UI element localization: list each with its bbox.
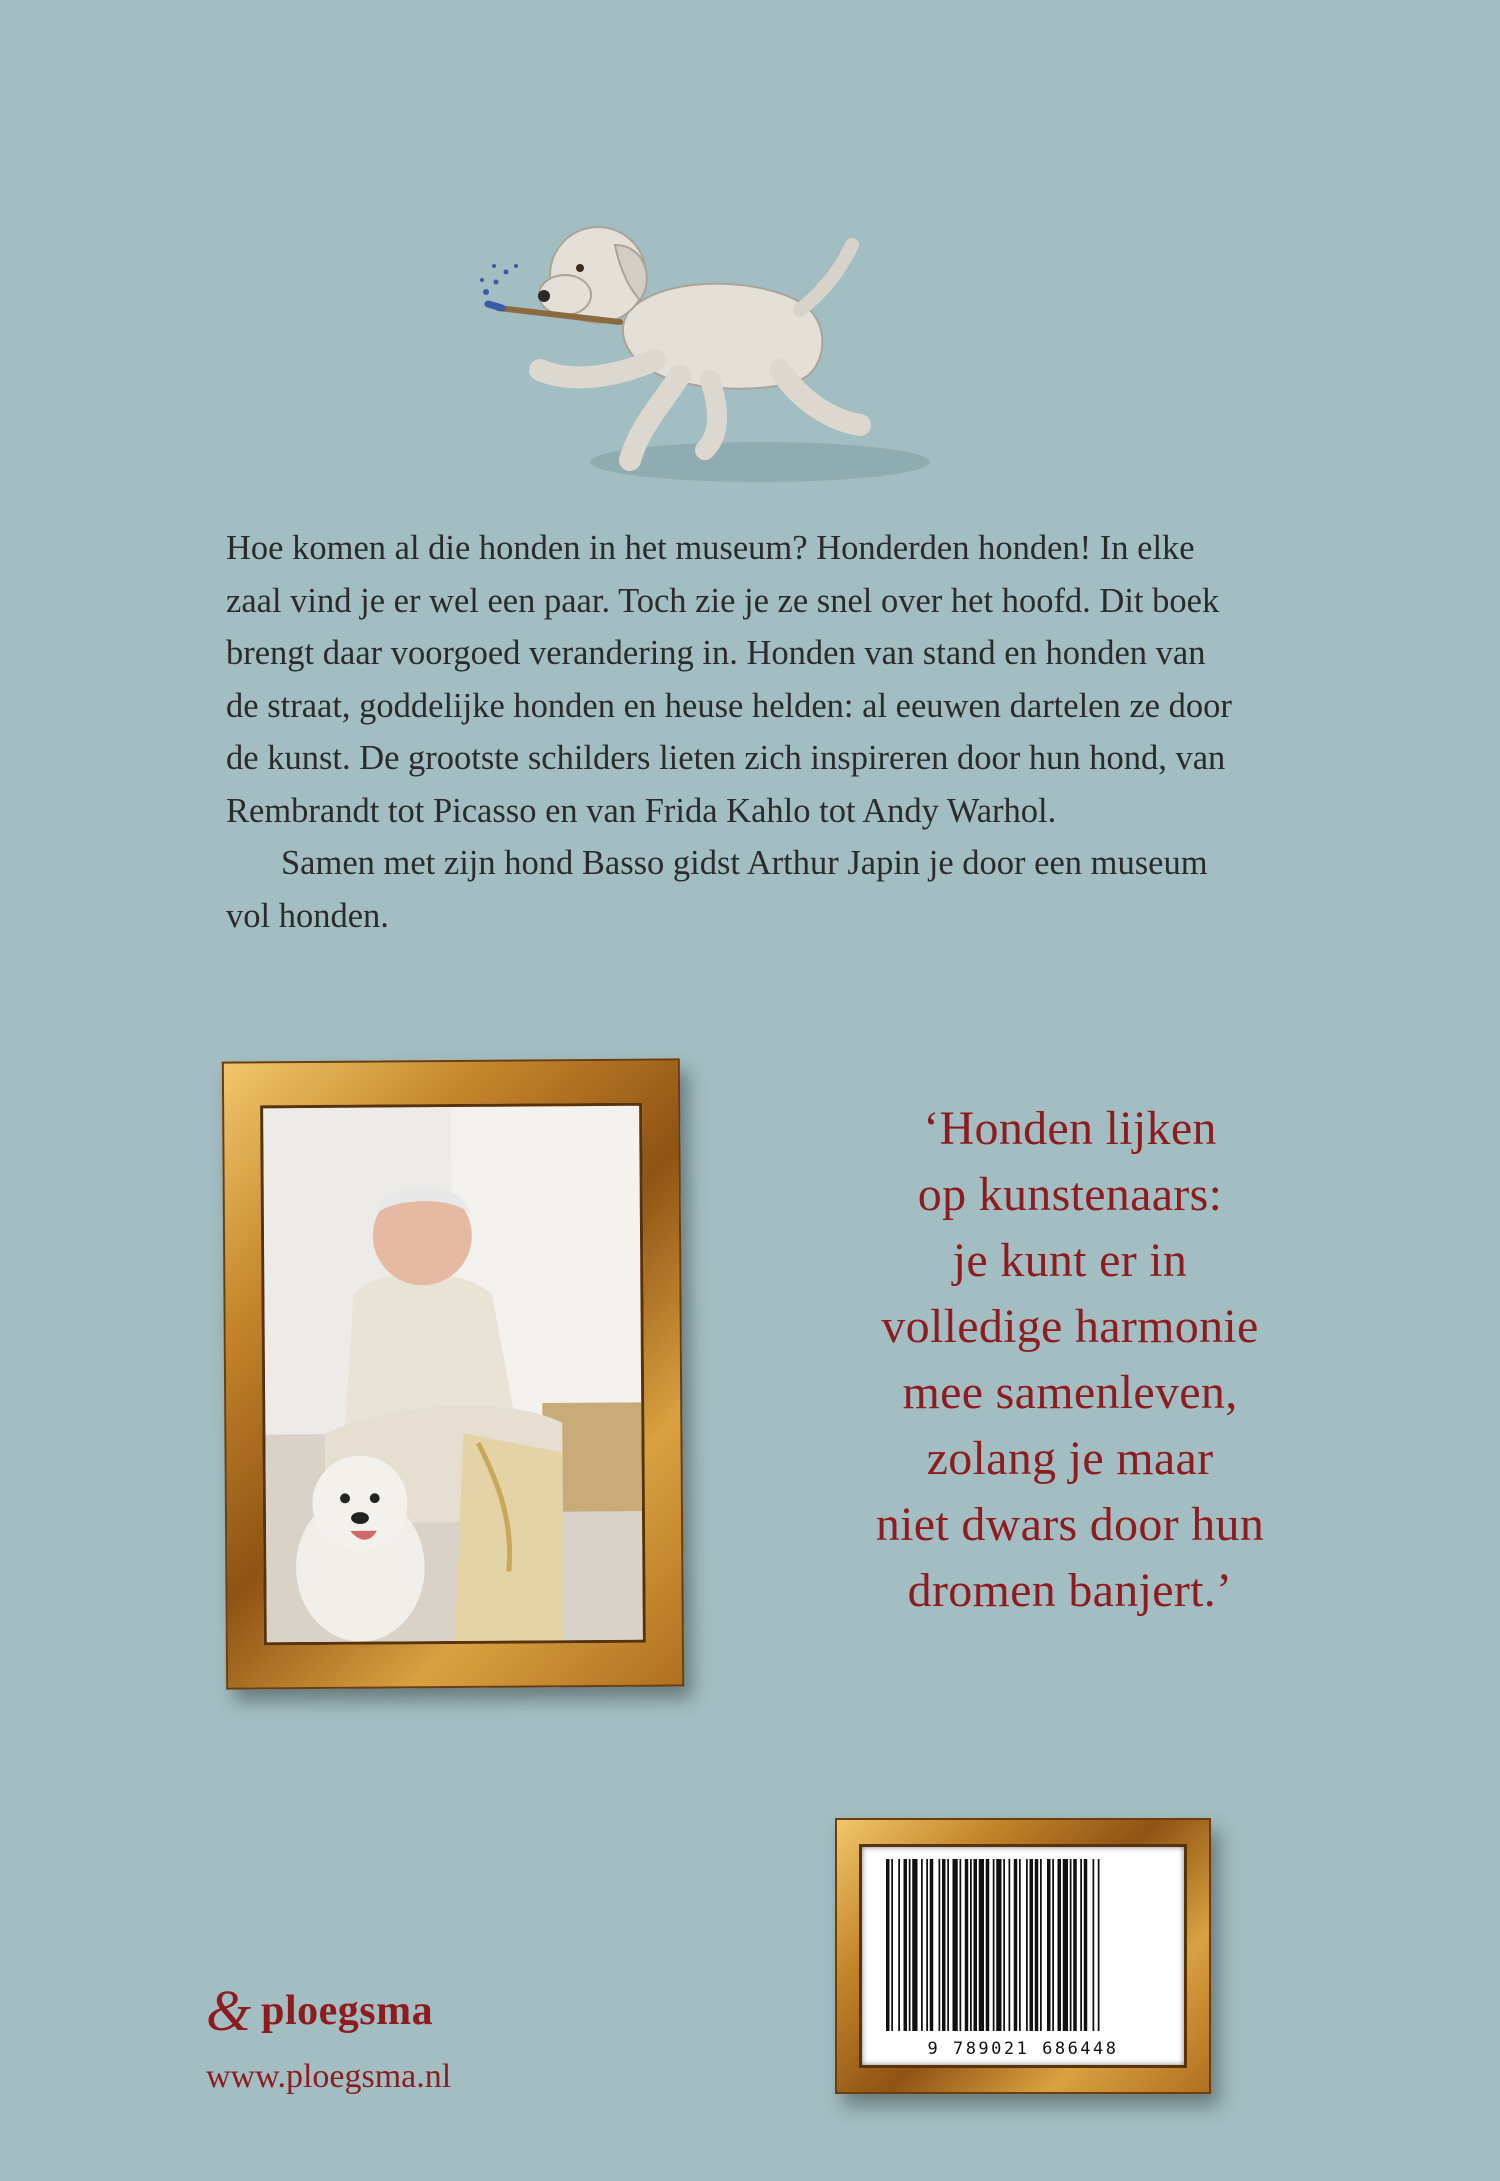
ampersand-logo-icon: & bbox=[206, 1978, 252, 2043]
barcode-bar bbox=[1035, 1859, 1039, 2031]
barcode-bar bbox=[986, 1859, 990, 2031]
barcode-bar bbox=[974, 1859, 978, 2031]
barcode-bar bbox=[947, 1859, 949, 2031]
barcode-bars bbox=[880, 1859, 1166, 2031]
barcode-bar bbox=[886, 1859, 890, 2031]
barcode-bar bbox=[1052, 1859, 1054, 2031]
barcode-bar bbox=[898, 1859, 900, 2031]
quote-line: je kunt er in bbox=[952, 1234, 1188, 1287]
barcode-bar bbox=[909, 1859, 911, 2031]
barcode-bar bbox=[979, 1859, 984, 2031]
publisher-logo bbox=[206, 1978, 451, 2043]
quote-line: mee samenleven, bbox=[902, 1366, 1238, 1419]
barcode-bar bbox=[1009, 1859, 1011, 2031]
barcode-bar bbox=[970, 1859, 972, 2031]
barcode-bar bbox=[904, 1859, 908, 2031]
barcode-bar bbox=[1047, 1859, 1051, 2031]
barcode-bar bbox=[1093, 1859, 1095, 2031]
publisher-url[interactable]: www.ploegsma.nl bbox=[206, 2058, 452, 2095]
publisher-name: ploegsma bbox=[261, 1988, 434, 2034]
barcode-bar bbox=[912, 1859, 917, 2031]
barcode-bar bbox=[953, 1859, 958, 2031]
barcode-bar bbox=[1030, 1859, 1034, 2031]
barcode-bar bbox=[1040, 1859, 1042, 2031]
barcode bbox=[859, 1844, 1187, 2068]
barcode-bar bbox=[1003, 1859, 1005, 2031]
blurb-paragraph-1: Hoe komen al die honden in het museum? Honderden honden! In elke zaal vind je er wel een paar. Toch zie je ze snel over het hoofd. Dit boek brengt daar voorgoed verandering in. Honden van stand en honden van de straat, goddelijke honden en heuse helden: al eeuwen dartelen ze door de kunst. De grootste schilders lieten zich inspireren door hun hond, van Rembrandt tot Picasso en van Frida Kahlo tot Andy Warhol. bbox=[226, 529, 1232, 830]
barcode-frame bbox=[835, 1818, 1211, 2094]
barcode-bar bbox=[960, 1859, 962, 2031]
barcode-bar bbox=[1058, 1859, 1062, 2031]
barcode-bar bbox=[1084, 1859, 1088, 2031]
barcode-bar bbox=[1098, 1859, 1100, 2031]
barcode-bar bbox=[996, 1859, 1001, 2031]
blurb-paragraph-2: Samen met zijn hond Basso gidst Arthur Japin je door een museum vol honden. bbox=[226, 844, 1208, 935]
barcode-bar bbox=[921, 1859, 923, 2031]
barcode-bar bbox=[1073, 1859, 1077, 2031]
barcode-bar bbox=[891, 1859, 893, 2031]
barcode-bar bbox=[1080, 1859, 1082, 2031]
barcode-bar bbox=[993, 1859, 995, 2031]
barcode-bar bbox=[965, 1859, 969, 2031]
barcode-bar bbox=[1014, 1859, 1018, 2031]
barcode-bar bbox=[1063, 1859, 1068, 2031]
isbn-number: 9 789021 686448 bbox=[927, 2039, 1119, 2059]
running-dog-illustration bbox=[480, 200, 950, 500]
quote-line: dromen banjert.’ bbox=[907, 1564, 1233, 1617]
quote-line: op kunstenaars: bbox=[917, 1168, 1223, 1221]
barcode-bar bbox=[942, 1859, 946, 2031]
barcode-bar bbox=[1070, 1859, 1072, 2031]
barcode-bar bbox=[1026, 1859, 1028, 2031]
portrait-frame bbox=[222, 1058, 684, 1689]
barcode-bar bbox=[926, 1859, 928, 2031]
quote-line: zolang je maar bbox=[926, 1432, 1214, 1485]
barcode-bar bbox=[1019, 1859, 1021, 2031]
quote-line: niet dwars door hun bbox=[875, 1498, 1265, 1551]
author-quote bbox=[690, 1096, 1450, 1624]
author-portrait-photo bbox=[260, 1103, 646, 1646]
publisher-block bbox=[206, 1978, 452, 2096]
blurb-text bbox=[226, 522, 1236, 942]
quote-line: ‘Honden lijken bbox=[923, 1102, 1217, 1155]
barcode-bar bbox=[930, 1859, 934, 2031]
barcode-bar bbox=[939, 1859, 941, 2031]
quote-line: volledige harmonie bbox=[881, 1300, 1259, 1353]
